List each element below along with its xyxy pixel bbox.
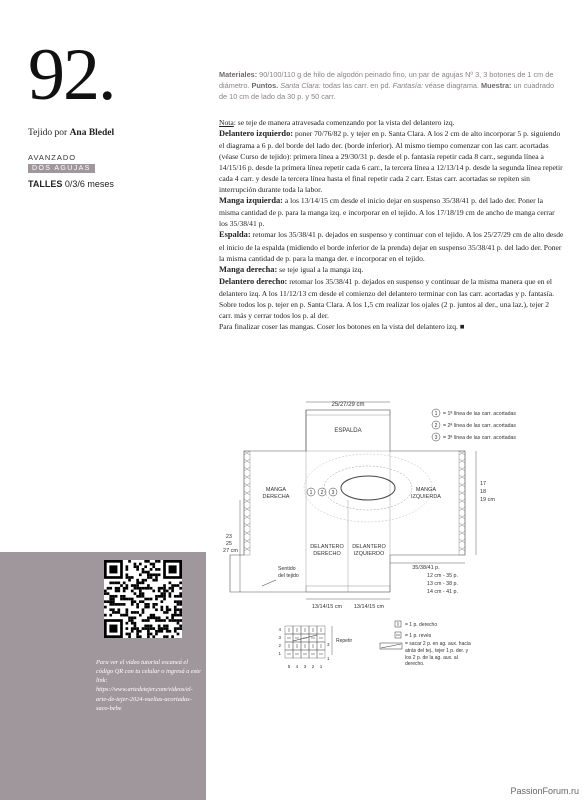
legend-circle-1-label: 1 bbox=[434, 411, 438, 417]
key-cable-mark bbox=[381, 644, 401, 648]
label-espalda: ESPALDA bbox=[334, 428, 362, 434]
legend-2: = 2ª línea de las carr. acortadas bbox=[443, 423, 517, 429]
chart-row-right-top: 3 bbox=[327, 642, 330, 647]
left-measure-2: 25 bbox=[225, 541, 232, 547]
schematic-diagram bbox=[200, 380, 585, 800]
key-3: = sacar 2 p. en ag. aux. hacia atrás del tej., tejer 1 p. der. y los 2 p. de la ag. aux. al derecho. bbox=[405, 641, 471, 668]
qr-code[interactable] bbox=[104, 560, 182, 638]
pts-2: 13 cm - 38 p. bbox=[427, 581, 458, 587]
note-paragraph: Nota: se teje de manera atravesada comenzando por la vista del delantero izq. bbox=[219, 118, 455, 127]
technique-badge: DOS AGUJAS bbox=[28, 164, 95, 173]
chart-col-label: 4 bbox=[295, 664, 299, 669]
chart-grid bbox=[285, 626, 325, 658]
author-name: Ana Bledel bbox=[69, 128, 115, 138]
sentido-arrow bbox=[262, 580, 276, 586]
section-manga-izq: Manga izquierda: a los 13/14/15 cm desde el inicio dejar en suspenso 35/38/41 p. del lado der. Poner la misma cantidad de p. para la manga izq. e incorporar en el tejido. A los 17/18/19 cm de ancho de manga cerrar los 35/38/41 p. bbox=[219, 196, 555, 229]
materials-block: Materiales: 90/100/110 g de hilo de algodón peinado fino, un par de agujas Nº 3, 3 botones de 1 cm de diámetro. Puntos. Santa Clara: todas las carr. en pd. Fantasía: véase diagrama. Muestra: un cuadrado de 10 cm de lado da 30 p. y 50 carr. bbox=[219, 70, 555, 101]
key-2: = 1 p. revés bbox=[405, 633, 432, 639]
chart-key bbox=[380, 621, 475, 681]
chart-col-label: 1 bbox=[319, 664, 323, 669]
label-del-izq-1: DELANTERO bbox=[352, 544, 386, 550]
left-measure-1: 23 bbox=[225, 534, 232, 540]
legend-1: = 1ª línea de las carr. acortadas bbox=[443, 411, 517, 417]
top-measure: 25/27/29 cm bbox=[331, 402, 365, 408]
circle-2-label: 2 bbox=[320, 490, 324, 496]
instructions-block bbox=[219, 117, 564, 332]
video-note: Para ver el video tutorial escaneá el código QR con tu celular o ingresá a este link: https://www.artedetejer.com/videos/el-arte-de-tejer-2024-vueltas-acortadas-saco-bebe bbox=[96, 659, 201, 712]
chart-col-label: 5 bbox=[287, 664, 291, 669]
level-label: AVANZADO bbox=[28, 153, 77, 162]
legend-circle-2-label: 2 bbox=[434, 423, 438, 429]
sizes-info: TALLES 0/3/6 meses bbox=[28, 179, 114, 189]
top-band bbox=[306, 410, 390, 415]
label-manga-der-2: DERECHA bbox=[262, 494, 290, 500]
right-measure-1: 17 bbox=[480, 481, 487, 487]
label-del-der-1: DELANTERO bbox=[310, 544, 344, 550]
site-watermark: PassionForum.ru bbox=[510, 786, 579, 796]
right-measure-3: 19 cm bbox=[480, 497, 495, 503]
stitch-chart bbox=[278, 626, 352, 669]
sleeve-pts: 35/38/41 p. bbox=[412, 565, 440, 571]
circle-1-label: 1 bbox=[309, 490, 313, 496]
ellipse-line-2 bbox=[324, 466, 412, 510]
section-delantero-der: Delantero derecho: retomar los 35/38/41 p. dejados en suspenso y continuar de la misma manera que en el delantero izq. A los 11/12/13 cm desde el comienzo del delantero terminar con las carr. acortadas y p. fantasía. Sobre todos los p. tejer en p. Santa Clara. A los 1,5 cm realizar los ojales (2 p. juntos al der., una laz.), tejer 2 carr. más y cerrar todos los p. al der. bbox=[219, 276, 554, 320]
legend-3: = 3ª línea de las carr. acortadas bbox=[443, 435, 517, 441]
left-measure-3: 27 cm bbox=[223, 548, 238, 554]
key-3-wrap bbox=[405, 641, 475, 681]
label-del-izq-2: IZQUIERDO bbox=[353, 551, 385, 557]
label-manga-izq-2: IZQUIERDA bbox=[411, 494, 441, 500]
chart-col-label: 3 bbox=[303, 664, 307, 669]
bottom-left-measure: 13/14/15 cm bbox=[311, 604, 343, 610]
section-espalda: Espalda: retomar los 35/38/41 p. dejados en suspenso y continuar con el tejido. A los 25/27/29 cm de alto desde el inicio de la espalda (midiendo el borde inferior de la prenda) dejar en suspenso 35/38/41 p. del lado der. Poner la misma cantidad de p. para la manga der. e incorporar en el tejido. bbox=[219, 230, 564, 263]
sentido-1: Sentido bbox=[278, 566, 296, 572]
section-manga-der: Manga derecha: se teje igual a la manga izq. bbox=[219, 264, 364, 274]
cable-left bbox=[244, 451, 250, 555]
key-1: = 1 p. derecho bbox=[405, 622, 438, 628]
chart-row-label: 2 bbox=[278, 643, 281, 648]
end-square-icon: ■ bbox=[459, 321, 465, 331]
label-manga-der-1: MANGA bbox=[265, 487, 287, 493]
chart-row-label: 3 bbox=[278, 635, 281, 640]
chart-row-label: 1 bbox=[278, 651, 281, 656]
finish-paragraph: Para finalizar coser las mangas. Coser los botones en la vista del delantero izq. ■ bbox=[219, 321, 465, 331]
qr-code-icon bbox=[104, 560, 182, 638]
label-del-der-2: DERECHO bbox=[313, 551, 341, 557]
ellipse-line-3 bbox=[341, 476, 395, 500]
chart-row-right-bottom: 1 bbox=[327, 656, 330, 661]
chart-col-label: 2 bbox=[311, 664, 315, 669]
cable-right bbox=[459, 451, 465, 555]
legend-circle-3-label: 3 bbox=[434, 435, 438, 441]
circle-3-label: 3 bbox=[331, 490, 335, 496]
section-delantero-izq: Delantero izquierdo: poner 70/76/82 p. y tejer en p. Santa Clara. A los 2 cm de alto incorporar 5 p. siguiendo el diagrama a 6 p. del borde del lado der. (borde inferior). Al mismo tiempo comenzar con las carr. acortadas (véase Curso de tejido): primera línea a 29/30/31 p. desde el p. fantasía repetir cada 8 carr., segunda línea a 14/15/16 p. desde la primera línea repetir cada 6 carr., la tercera línea a 12/13/14 p. desde la segunda línea repetir cada 4 carr. y desde la tercera línea hasta el final repetir cada 2 carr. Estas carr. acortadas se repiten sin interrupción durante toda la labor. bbox=[219, 129, 563, 195]
pattern-number: 92. bbox=[28, 34, 115, 116]
label-manga-izq-1: MANGA bbox=[415, 487, 437, 493]
right-measure-2: 18 bbox=[480, 489, 487, 495]
chart-row-label: 4 bbox=[278, 627, 281, 632]
author-credit: Tejido por Ana Bledel bbox=[28, 128, 115, 138]
pts-3: 14 cm - 41 p. bbox=[427, 589, 458, 595]
sentido-2: del tejido bbox=[278, 573, 299, 579]
chart-repetir: Repetir bbox=[336, 638, 353, 644]
pts-1: 12 cm - 35 p. bbox=[427, 573, 458, 579]
bottom-right-measure: 13/14/15 cm bbox=[353, 604, 385, 610]
